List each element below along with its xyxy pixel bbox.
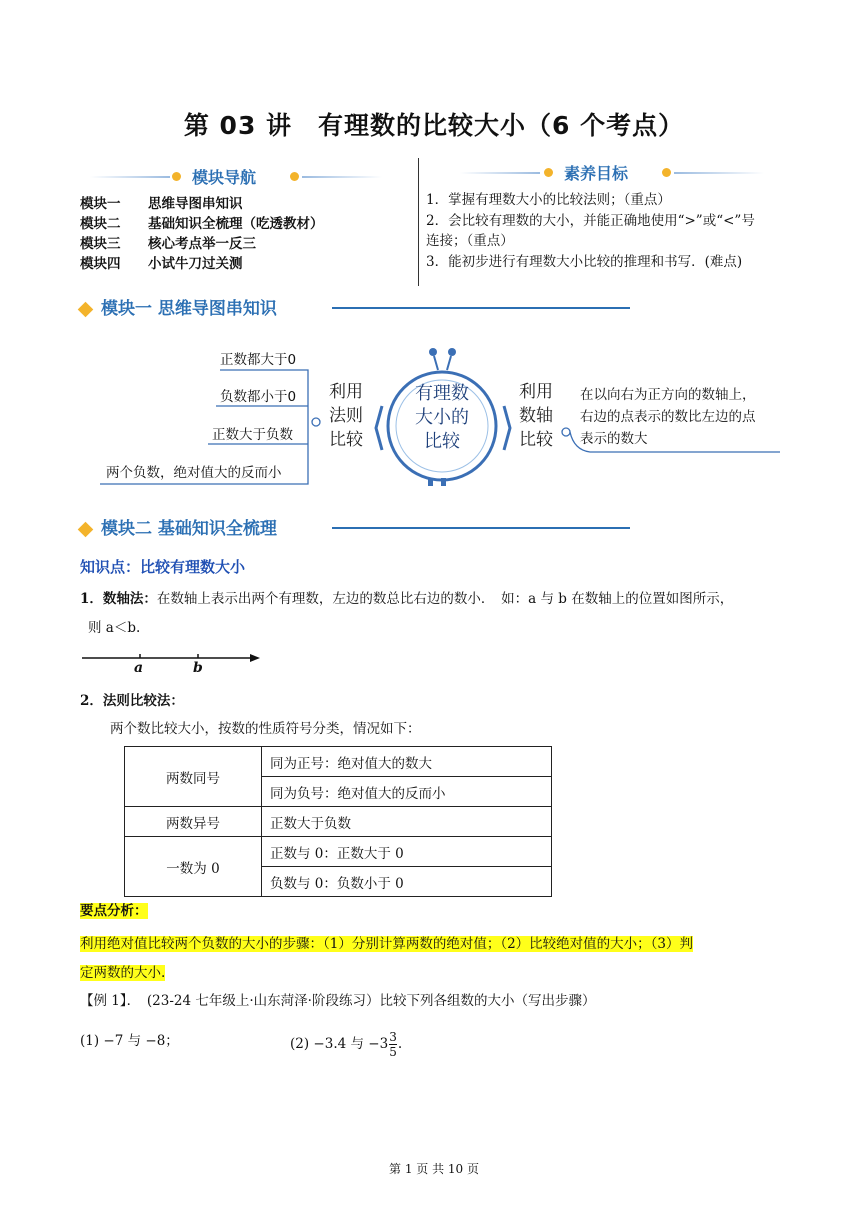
dot-icon bbox=[662, 168, 671, 177]
mm-left-item: 正数大于负数 bbox=[212, 427, 293, 443]
mm-right-text: 在以向右为正方向的数轴上， 右边的点表示的数比左边的点 表示的数大 bbox=[580, 387, 756, 447]
table-group: 两数同号 bbox=[125, 747, 262, 807]
nav-header bbox=[80, 164, 410, 190]
module1-band bbox=[80, 294, 640, 322]
method2-label: 2．法则比较法： bbox=[80, 693, 184, 709]
mind-map bbox=[100, 334, 790, 494]
key-analysis-label: 要点分析： bbox=[80, 903, 148, 919]
table-cell: 正数与 0：正数大于 0 bbox=[262, 837, 552, 867]
divider bbox=[418, 158, 419, 286]
table-cell: 同为正号：绝对值大的数大 bbox=[262, 747, 552, 777]
diamond-icon bbox=[78, 301, 94, 317]
question-1: (1) −7 与 −8； bbox=[80, 1033, 179, 1049]
nav-heading: 模块导航 bbox=[192, 168, 257, 187]
mm-center: 有理数 大小的 比较 bbox=[415, 383, 469, 452]
page-footer: 第 1 页 共 10 页 bbox=[389, 1162, 479, 1176]
table-cell: 同为负号：绝对值大的反而小 bbox=[262, 777, 552, 807]
diamond-icon bbox=[78, 521, 94, 537]
dot-icon bbox=[544, 168, 553, 177]
goal-item: 连接；（重点） bbox=[426, 233, 514, 249]
module1-heading: 模块一 思维导图串知识 bbox=[101, 299, 277, 319]
goal-item: 3．能初步进行有理数大小比较的推理和书写．(难点) bbox=[426, 253, 743, 270]
method2-intro: 两个数比较大小，按数的性质符号分类，情况如下： bbox=[110, 721, 421, 737]
mm-left-item: 正数都大于0 bbox=[220, 352, 297, 368]
mm-left-item: 负数都小于0 bbox=[220, 389, 297, 405]
goals-header bbox=[460, 160, 790, 186]
key-analysis-text: 利用绝对值比较两个负数的大小的步骤：（1）分别计算两数的绝对值；（2）比较绝对值的大小；（3）判 定两数的大小. bbox=[80, 936, 694, 981]
page-title: 第 03 讲 有理数的比较大小（6 个考点） bbox=[183, 111, 685, 140]
goals-list bbox=[426, 190, 806, 272]
goals-heading: 素养目标 bbox=[564, 164, 629, 183]
axis-label-a: a bbox=[134, 660, 144, 676]
module2-heading: 模块二 基础知识全梳理 bbox=[101, 519, 277, 539]
nav-item: 模块三 核心考点举一反三 bbox=[80, 236, 256, 252]
number-axis bbox=[80, 646, 270, 680]
nav-list bbox=[80, 194, 324, 274]
knowledge-point-title: 知识点：比较有理数大小 bbox=[80, 558, 246, 576]
goal-item: 2．会比较有理数的大小，并能正确地使用“>”或“<”号 bbox=[426, 212, 755, 229]
table-cell: 正数大于负数 bbox=[262, 807, 552, 837]
nav-item: 模块一 思维导图串知识 bbox=[80, 196, 243, 212]
table-group: 一数为 0 bbox=[125, 837, 262, 897]
question-2: (2) −3.4 与 −3 $\frac{3}{5}$ . bbox=[290, 1030, 403, 1059]
mm-left-branch: 利用 法则 比较 bbox=[329, 382, 363, 450]
mm-left-item: 两个负数，绝对值大的反而小 bbox=[106, 465, 282, 481]
dot-icon bbox=[290, 172, 299, 181]
mm-right-branch: 利用 数轴 比较 bbox=[519, 382, 553, 450]
rules-table bbox=[124, 746, 552, 897]
dot-icon bbox=[172, 172, 181, 181]
table-group: 两数异号 bbox=[125, 807, 262, 837]
method1-cont: 则 a＜b. bbox=[88, 620, 141, 636]
axis-label-b: b bbox=[193, 660, 203, 676]
table-cell: 负数与 0：负数小于 0 bbox=[262, 867, 552, 897]
example-1: 【例 1】． (23-24 七年级上·山东菏泽·阶段练习）比较下列各组数的大小（写出步骤） bbox=[80, 993, 596, 1009]
method1: 1．数轴法：在数轴上表示出两个有理数，左边的数总比右边的数小． 如：a 与 b 在数轴上的位置如图所示， bbox=[80, 591, 734, 607]
module2-band bbox=[80, 514, 640, 542]
nav-item: 模块二 基础知识全梳理（吃透教材） bbox=[80, 216, 324, 232]
nav-item: 模块四 小试牛刀过关测 bbox=[80, 256, 243, 272]
goal-item: 1．掌握有理数大小的比较法则；（重点） bbox=[426, 192, 671, 208]
